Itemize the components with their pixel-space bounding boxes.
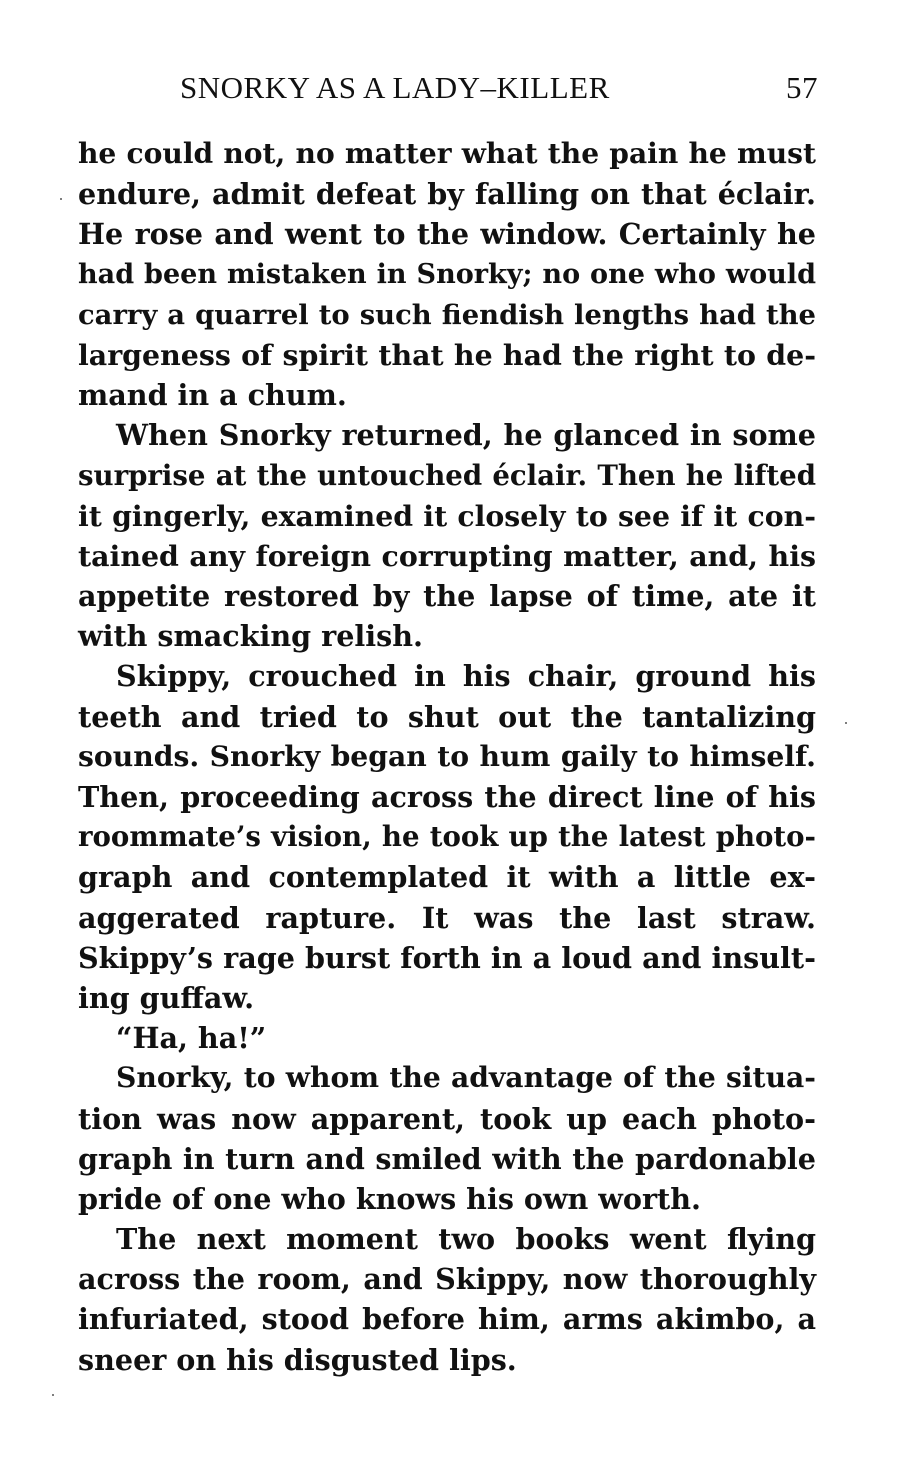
text-line: largeness of spirit that he had the right to de- (78, 337, 816, 372)
text-line: he could not, no matter what the pain he must (78, 137, 816, 170)
text-line: Skippy, crouched in his chair, ground his (116, 659, 816, 694)
text-line: pride of one who knows his own worth. (78, 1181, 702, 1216)
text-line: roommate’s vision, he took up the latest photo- (78, 820, 816, 854)
text-line: surprise at the untouched éclair. Then he lifted (78, 458, 816, 492)
text-line: “Ha, ha!” (116, 1021, 267, 1056)
text-line: sneer on his disgusted lips. (78, 1342, 517, 1377)
text-line: aggerated rapture. It was the last straw. (78, 900, 816, 935)
text-line: tained any foreign corrupting matter, and, his (78, 538, 816, 573)
text-line: appetite restored by the lapse of time, ate it (78, 579, 816, 614)
text-line: teeth and tried to shut out the tantalizing (78, 699, 816, 734)
text-line: The next moment two books went flying (116, 1222, 816, 1257)
page-number: 57 (786, 70, 818, 105)
text-line: graph and contemplated it with a little ex- (78, 860, 816, 895)
running-head-title: SNORKY AS A LADY–KILLER (180, 70, 610, 105)
text-line: tion was now apparent, took up each photo- (78, 1101, 816, 1136)
text-line: graph in turn and smiled with the pardonable (78, 1141, 816, 1176)
text-line: across the room, and Skippy, now thoroughly (78, 1262, 816, 1297)
text-line: with smacking relish. (78, 619, 423, 654)
text-line: mand in a chum. (78, 378, 347, 413)
text-line: Then, proceeding across the direct line of his (78, 780, 816, 814)
text-line: carry a quarrel to such fiendish lengths had the (78, 298, 816, 331)
text-line: ing guffaw. (78, 980, 255, 1015)
text-line: Skippy’s rage burst forth in a loud and insult- (78, 940, 816, 975)
text-line: endure, admit defeat by falling on that éclair. (78, 177, 816, 212)
running-head (78, 70, 818, 110)
text-line: He rose and went to the window. Certainly he (78, 217, 816, 252)
text-line: sounds. Snorky began to hum gaily to himself. (78, 739, 816, 773)
text-line: infuriated, stood before him, arms akimbo, a (78, 1302, 816, 1337)
text-line: Snorky, to whom the advantage of the situa- (116, 1061, 816, 1095)
text-line: When Snorky returned, he glanced in some (116, 418, 816, 453)
text-line: had been mistaken in Snorky; no one who would (78, 258, 816, 290)
text-line: it gingerly, examined it closely to see if it con- (78, 498, 816, 533)
body-text (78, 134, 816, 1380)
